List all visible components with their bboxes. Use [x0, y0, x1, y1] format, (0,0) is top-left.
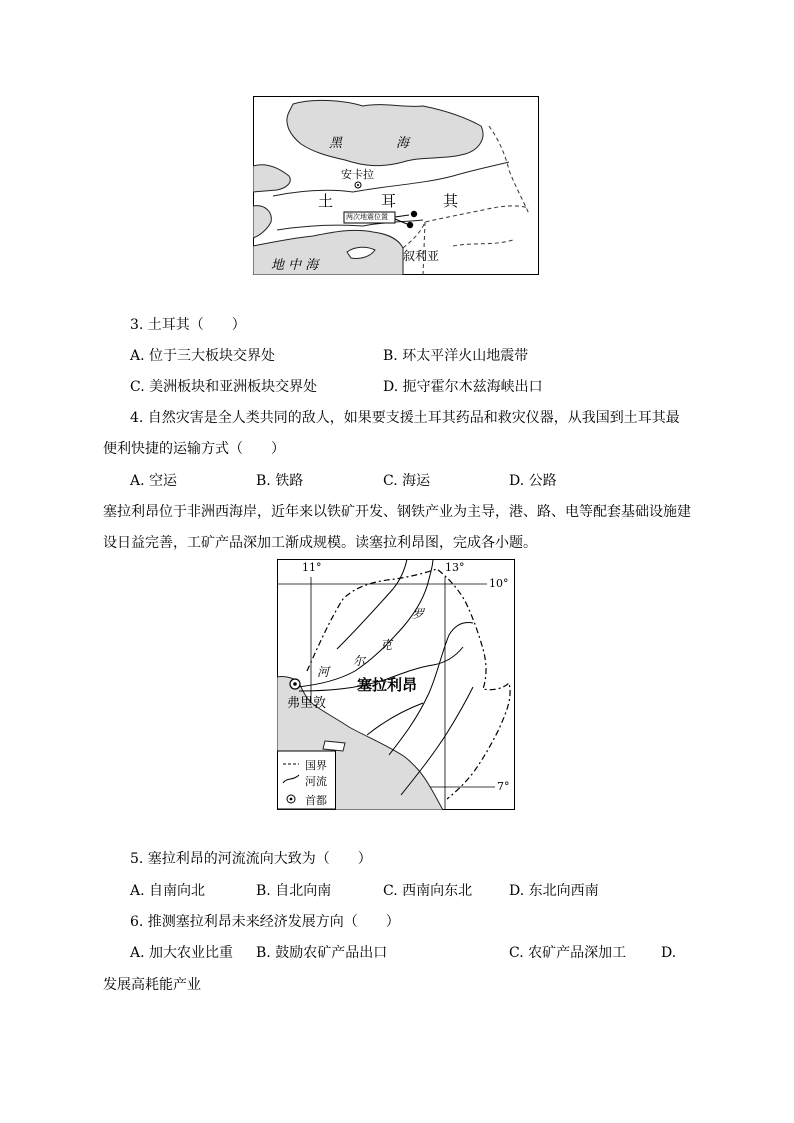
q3-option-b[interactable]: B. 环太平洋火山地震带: [383, 348, 529, 364]
ankara-label: 安卡拉: [341, 168, 374, 181]
turkey-label-3: 其: [443, 192, 459, 210]
q6-option-a[interactable]: A. 加大农业比重: [130, 945, 234, 961]
q4-option-d[interactable]: D. 公路: [509, 473, 557, 489]
q4-stem-line1: 4. 自然灾害是全人类共同的敌人，如果要支援土耳其药品和救灾仪器，从我国到土耳其最: [130, 410, 680, 426]
lon-13-label: 13°: [445, 561, 465, 574]
lat-10-label: 10°: [489, 577, 509, 590]
q6-option-b[interactable]: B. 鼓励农矿产品出口: [256, 945, 388, 961]
intro-line2: 设日益完善，工矿产品深加工渐成规模。读塞拉利昂图，完成各小题。: [103, 535, 537, 551]
sierra-leone-map: [277, 559, 515, 810]
q6-stem: 6. 推测塞拉利昂未来经济发展方向（ ）: [130, 914, 400, 930]
q5-option-d[interactable]: D. 东北向西南: [509, 883, 599, 899]
q4-option-b[interactable]: B. 铁路: [256, 473, 304, 489]
river-label-4: 河: [317, 665, 330, 679]
q5-option-b[interactable]: B. 自北向南: [256, 883, 332, 899]
country-label: 塞拉利昂: [357, 676, 418, 694]
q3-option-d[interactable]: D. 扼守霍尔木兹海峡出口: [383, 379, 543, 395]
q4-option-c[interactable]: C. 海运: [383, 473, 431, 489]
q5-stem: 5. 塞拉利昂的河流流向大致为（ ）: [130, 851, 372, 867]
q4-option-a[interactable]: A. 空运: [130, 473, 178, 489]
syria-label: 叙利亚: [403, 249, 440, 263]
river-label-3: 尔: [353, 654, 366, 668]
legend-capital: 首都: [305, 794, 327, 807]
q4-stem-line2: 便利快捷的运输方式（ ）: [103, 441, 285, 457]
turkey-label-1: 土: [318, 192, 334, 210]
river-label-2: 克: [380, 638, 393, 652]
turkey-map: [253, 96, 539, 275]
q5-option-a[interactable]: A. 自南向北: [130, 883, 206, 899]
mediterranean-label: 地 中 海: [271, 258, 319, 273]
black-sea-label-1: 黑: [329, 136, 343, 151]
lon-11-label: 11°: [302, 561, 322, 574]
legend-border: 国界: [305, 759, 327, 772]
q6-option-d[interactable]: D.: [661, 945, 677, 961]
river-label-1: 罗: [412, 607, 425, 621]
intro-line1: 塞拉利昂位于非洲西海岸，近年来以铁矿开发、钢铁产业为主导，港、路、电等配套基础设施建: [103, 504, 691, 520]
q6-option-d-text: 发展高耗能产业: [103, 977, 201, 993]
black-sea-label-2: 海: [396, 136, 410, 151]
turkey-map-drawing: [253, 96, 539, 275]
q3-option-c[interactable]: C. 美洲板块和亚洲板块交界处: [130, 379, 318, 395]
lat-7-label: 7°: [497, 780, 510, 793]
legend-river: 河流: [305, 775, 327, 788]
quake-location-label: 两次地震位置: [346, 213, 388, 221]
q3-stem: 3. 土耳其（ ）: [130, 317, 246, 333]
q3-option-a[interactable]: A. 位于三大板块交界处: [130, 348, 276, 364]
q6-option-c[interactable]: C. 农矿产品深加工: [509, 945, 627, 961]
turkey-label-2: 耳: [381, 192, 397, 210]
capital-label: 弗里敦: [287, 696, 327, 711]
q5-option-c[interactable]: C. 西南向东北: [383, 883, 473, 899]
